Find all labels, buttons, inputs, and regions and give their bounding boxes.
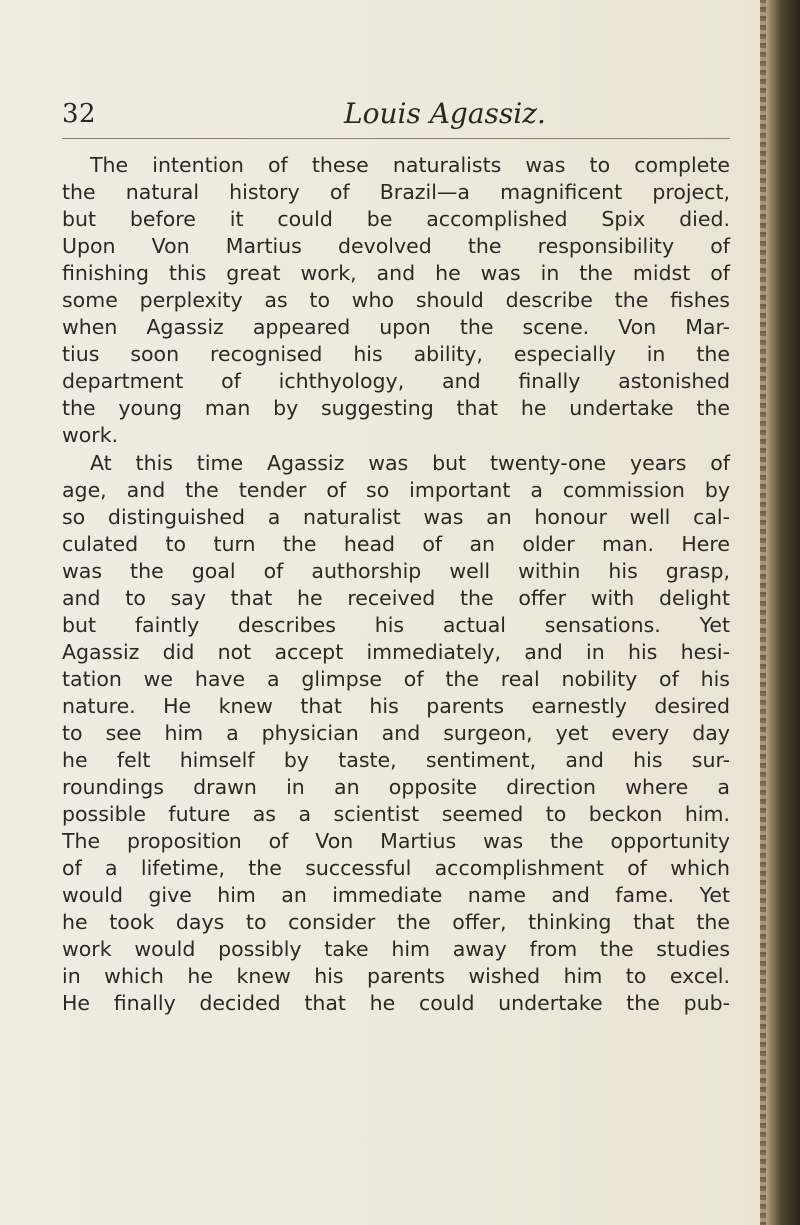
text-line: He finally decided that he could undertake the pub- <box>62 991 730 1016</box>
text-line: but before it could be accomplished Spix died. <box>62 207 730 232</box>
text-line: and to say that he received the offer with delight <box>62 585 730 610</box>
text-line: tation we have a glimpse of the real nobility of his <box>62 666 730 691</box>
header-rule <box>62 138 730 139</box>
text-line: tius soon recognised his ability, especially in the <box>62 342 730 367</box>
text-line: in which he knew his parents wished him to excel. <box>62 964 730 989</box>
text-line: department of ichthyology, and finally astonished <box>62 369 730 394</box>
text-line: work would possibly take him away from the studies <box>62 937 730 962</box>
text-line: The intention of these naturalists was to complete <box>90 153 730 177</box>
text-line: roundings drawn in an opposite direction where a <box>62 775 730 800</box>
text-line: but faintly describes his actual sensations. Yet <box>62 612 730 637</box>
text-line: to see him a physician and surgeon, yet every day <box>62 720 730 745</box>
page-header <box>62 99 742 133</box>
text-line: the natural history of Brazil—a magnificent project, <box>62 180 730 205</box>
text-line: finishing this great work, and he was in the midst of <box>62 261 730 286</box>
text-line: would give him an immediate name and fame. Yet <box>62 883 730 908</box>
page-edge-shadow <box>760 0 800 1225</box>
body-text <box>62 152 730 1018</box>
text-line: culated to turn the head of an older man. Here <box>62 531 730 556</box>
text-line: was the goal of authorship well within his grasp, <box>62 558 730 583</box>
running-title: Louis Agassiz. <box>344 97 546 130</box>
page-number: 32 <box>62 99 97 129</box>
text-line: he felt himself by taste, sentiment, and his sur- <box>62 748 730 773</box>
page-edge-texture <box>760 0 766 1225</box>
text-line: so distinguished a naturalist was an honour well cal- <box>62 504 730 529</box>
text-line: age, and the tender of so important a commission by <box>62 477 730 502</box>
text-line: Agassiz did not accept immediately, and in his hesi- <box>62 639 730 664</box>
text-line: Upon Von Martius devolved the responsibility of <box>62 234 730 259</box>
text-line: when Agassiz appeared upon the scene. Von Mar- <box>62 315 730 340</box>
text-line: work. <box>62 423 119 448</box>
text-line: nature. He knew that his parents earnestly desired <box>62 693 730 718</box>
text-line: possible future as a scientist seemed to beckon him. <box>62 802 730 827</box>
text-line: At this time Agassiz was but twenty-one years of <box>90 450 730 475</box>
text-line: The proposition of Von Martius was the opportunity <box>62 829 730 854</box>
text-line: of a lifetime, the successful accomplishment of which <box>62 856 730 881</box>
text-line: some perplexity as to who should describe the fishes <box>62 288 730 313</box>
text-line: he took days to consider the offer, thinking that the <box>62 910 730 935</box>
text-line: the young man by suggesting that he undertake the <box>62 396 730 421</box>
